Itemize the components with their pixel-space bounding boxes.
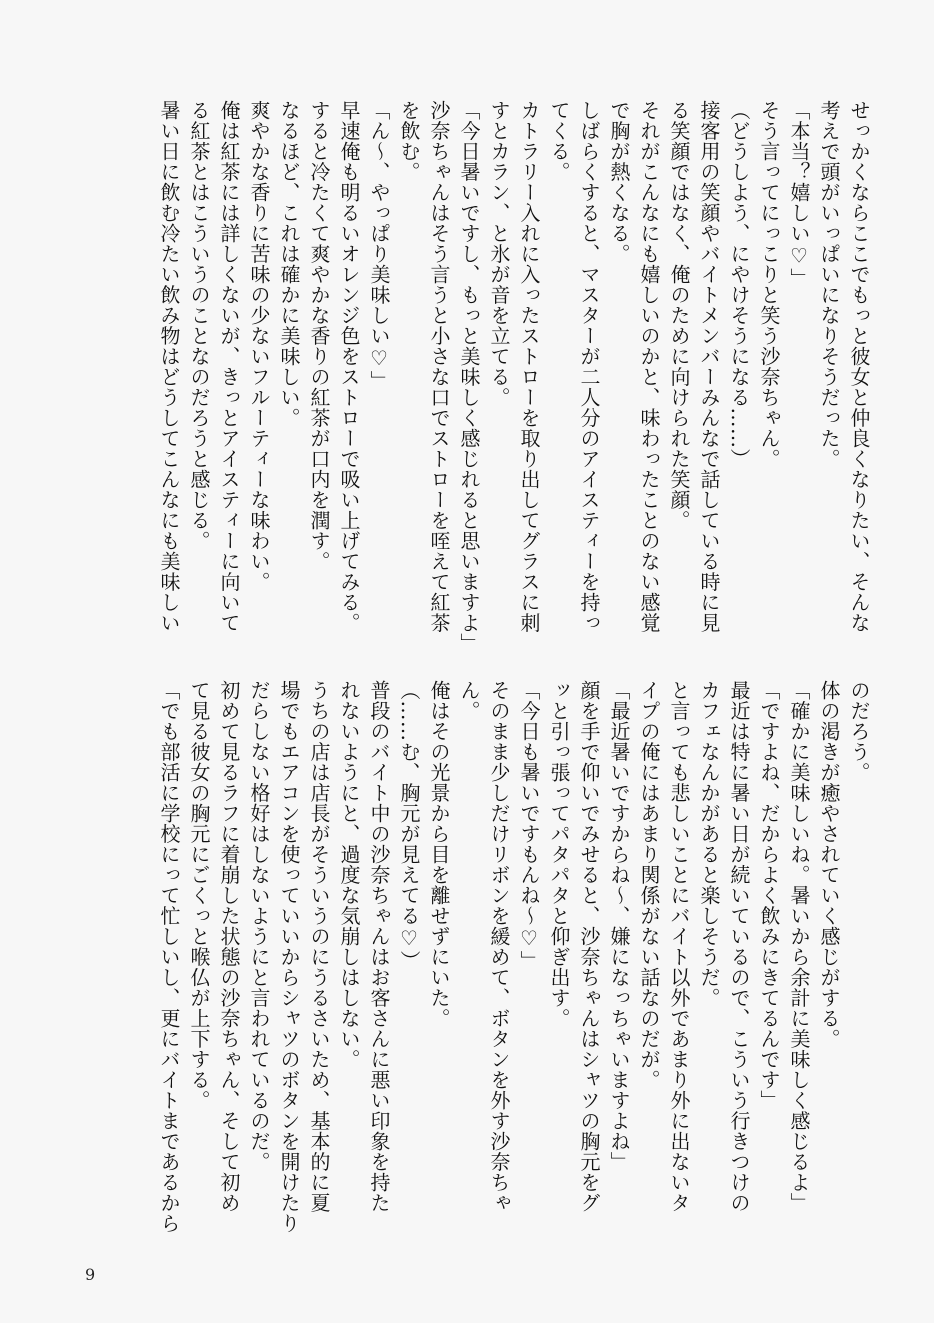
text-line: カトラリー入れに入ったストローを取り出してグラスに刺 bbox=[517, 100, 541, 633]
text-line: 早速俺も明るいオレンジ色をストローで吸い上げてみる。 bbox=[337, 100, 361, 633]
text-line: 初めて見るラフに着崩した状態の沙奈ちゃん、そして初め bbox=[217, 680, 241, 1213]
text-line: と言っても悲しいことにバイト以外であまり外に出ないタ bbox=[667, 680, 691, 1213]
text-line: てくる。 bbox=[547, 100, 571, 182]
text-line: れないようにと、過度な気崩しはしない。 bbox=[337, 680, 361, 1070]
text-line: うちの店は店長がそういうのにうるさいため、基本的に夏 bbox=[307, 680, 331, 1213]
text-line: 「ん〜、やっぱり美味しい♡」 bbox=[367, 100, 391, 391]
text-line: 俺は紅茶には詳しくないが、きっとアイスティーに向いて bbox=[217, 100, 241, 633]
text-line: 顔を手で仰いでみせると、沙奈ちゃんはシャツの胸元をグ bbox=[577, 680, 601, 1213]
text-line: 接客用の笑顔やバイトメンバーみんなで話している時に見 bbox=[697, 100, 721, 633]
text-line: だらしない格好はしないようにと言われているのだ。 bbox=[247, 680, 271, 1172]
text-line: 爽やかな香りに苦味の少ないフルーティーな味わい。 bbox=[247, 100, 271, 592]
text-line: 考えで頭がいっぱいになりそうだった。 bbox=[817, 100, 841, 469]
text-line: ん。 bbox=[457, 680, 481, 721]
text-line: すると冷たくて爽やかな香りの紅茶が口内を潤す。 bbox=[307, 100, 331, 572]
lower-text-block bbox=[154, 680, 874, 1234]
text-line: を飲む。 bbox=[397, 100, 421, 182]
text-line: （どうしよう、にやけそうになる……） bbox=[727, 100, 751, 469]
text-line: 「最近暑いですからね〜、嫌になっちゃいますよね」 bbox=[607, 680, 631, 1172]
page-number: 9 bbox=[85, 1265, 96, 1284]
text-line: て見る彼女の胸元にごくっと喉仏が上下する。 bbox=[187, 680, 211, 1111]
text-line: そのまま少しだけリボンを緩めて、ボタンを外す沙奈ちゃ bbox=[487, 680, 511, 1213]
text-line: ッと引っ張ってパタパタと仰ぎ出す。 bbox=[547, 680, 571, 1029]
text-line: る紅茶とはこういうのことなのだろうと感じる。 bbox=[187, 100, 211, 551]
text-line: る笑顔ではなく、俺のために向けられた笑顔。 bbox=[667, 100, 691, 531]
text-line: 体の渇きが癒やされていく感じがする。 bbox=[817, 680, 841, 1049]
text-line: すとカラン、と氷が音を立てる。 bbox=[487, 100, 511, 408]
text-line: 「確かに美味しいね。暑いから余計に美味しく感じるよ」 bbox=[787, 680, 811, 1213]
text-line: 普段のバイト中の沙奈ちゃんはお客さんに悪い印象を持た bbox=[367, 680, 391, 1213]
text-line: そう言ってにっこりと笑う沙奈ちゃん。 bbox=[757, 100, 781, 469]
text-line: 「今日も暑いですもんね〜♡」 bbox=[517, 680, 541, 971]
text-line: （……む、胸元が見えてる♡） bbox=[397, 680, 421, 971]
text-line: 「でも部活に学校にって忙しいし、更にバイトまであるから bbox=[157, 680, 181, 1234]
text-line: のだろう。 bbox=[847, 680, 871, 783]
text-line: せっかくならここでもっと彼女と仲良くなりたい、そんな bbox=[847, 100, 871, 633]
text-line: それがこんなにも嬉しいのかと、味わったことのない感覚 bbox=[637, 100, 661, 633]
text-line: 「今日暑いですし、もっと美味しく感じれると思いますよ」 bbox=[457, 100, 481, 654]
text-line: 最近は特に暑い日が続いているので、こういう行きつけの bbox=[727, 680, 751, 1213]
text-line: 「本当？嬉しい♡」 bbox=[787, 100, 811, 289]
text-line: なるほど、これは確かに美味しい。 bbox=[277, 100, 301, 428]
text-line: 俺はその光景から目を離せずにいた。 bbox=[427, 680, 451, 1029]
text-line: イプの俺にはあまり関係がない話なのだが。 bbox=[637, 680, 661, 1090]
text-line: で胸が熱くなる。 bbox=[607, 100, 631, 264]
text-line: しばらくすると、マスターが二人分のアイスティーを持っ bbox=[577, 100, 601, 633]
text-line: 暑い日に飲む冷たい飲み物はどうしてこんなにも美味しい bbox=[157, 100, 181, 633]
upper-text-block bbox=[154, 100, 874, 660]
text-line: 場でもエアコンを使っていいからシャツのボタンを開けたり bbox=[277, 680, 301, 1234]
text-line: 沙奈ちゃんはそう言うと小さな口でストローを咥えて紅茶 bbox=[427, 100, 451, 633]
text-line: 「ですよね、だからよく飲みにきてるんです」 bbox=[757, 680, 781, 1111]
text-line: カフェなんかがあると楽しそうだ。 bbox=[697, 680, 721, 1008]
